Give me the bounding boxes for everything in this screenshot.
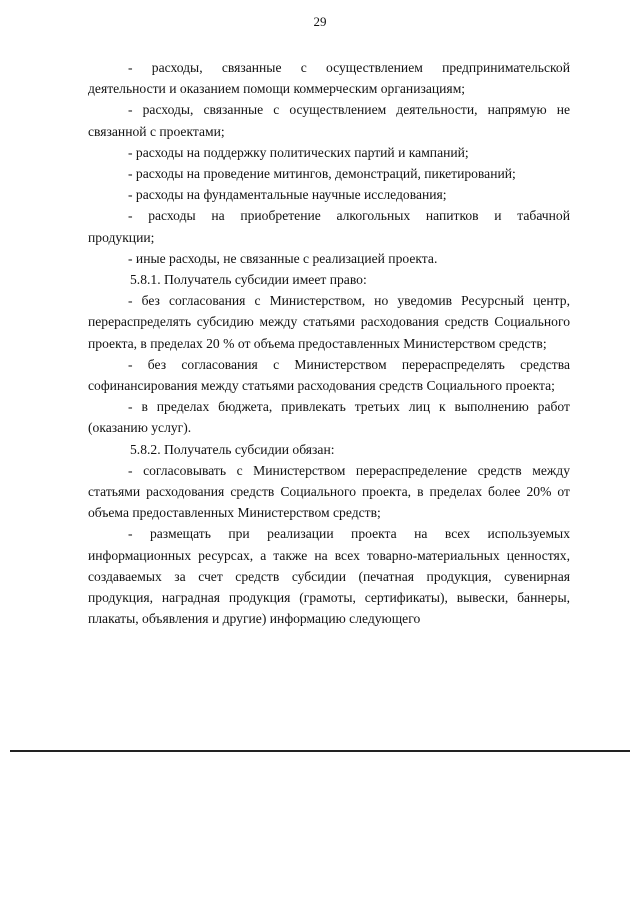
- list-item-place-information: - размещать при реализации проекта на всех используемых информационных ресурсах, а также на всех товарно-материальных ценностях, создаваемых за счет средств субсидии (печатная продукция, сувенирная продукция, наградная продукция (грамоты, сертификаты), вывески, баннеры, плакаты, объявления и другие) информацию следующего: [88, 526, 570, 627]
- document-body: [88, 57, 570, 629]
- list-item-redistribute-cofinancing: - без согласования с Министерством перераспределять средства софинансирования между статьями расходования средств Социального проекта;: [88, 356, 570, 394]
- list-item-coordinate-redistribution: - согласовывать с Министерством перераспределение средств между статьями расходования средств Социального проекта, в пределах более 20% от объема предоставленных Министерством средств;: [88, 462, 570, 521]
- list-item-entrepreneurial-expenses: - расходы, связанные с осуществлением предпринимательской деятельности и оказанием помощи коммерческим организациям;: [88, 60, 570, 97]
- list-item-redistribute-subsidy: - без согласования с Министерством, но уведомив Ресурсный центр, перераспределять субсидию между статьями расходования средств Социального проекта, в пределах 20 % от объема предоставленных Министерством средств;: [88, 293, 570, 351]
- list-item-rally-expenses: - расходы на проведение митингов, демонстраций, пикетирований;: [128, 166, 516, 182]
- list-item-other-expenses: - иные расходы, не связанные с реализацией проекта.: [128, 250, 438, 266]
- list-item-third-parties: - в пределах бюджета, привлекать третьих лиц к выполнению работ (оказанию услуг).: [88, 399, 570, 436]
- list-item-alcohol-tobacco-expenses: - расходы на приобретение алкогольных напитков и табачной продукции;: [88, 208, 570, 245]
- bottom-divider-line: [10, 750, 630, 752]
- list-item-research-expenses: - расходы на фундаментальные научные исследования;: [128, 187, 447, 203]
- section-heading-5-8-2: 5.8.2. Получатель субсидии обязан:: [130, 441, 335, 457]
- list-item-unrelated-activity-expenses: - расходы, связанные с осуществлением деятельности, напрямую не связанной с проектами;: [88, 102, 570, 139]
- page-number: 29: [313, 14, 327, 29]
- list-item-political-expenses: - расходы на поддержку политических партий и кампаний;: [128, 144, 469, 160]
- section-heading-5-8-1: 5.8.1. Получатель субсидии имеет право:: [130, 272, 367, 288]
